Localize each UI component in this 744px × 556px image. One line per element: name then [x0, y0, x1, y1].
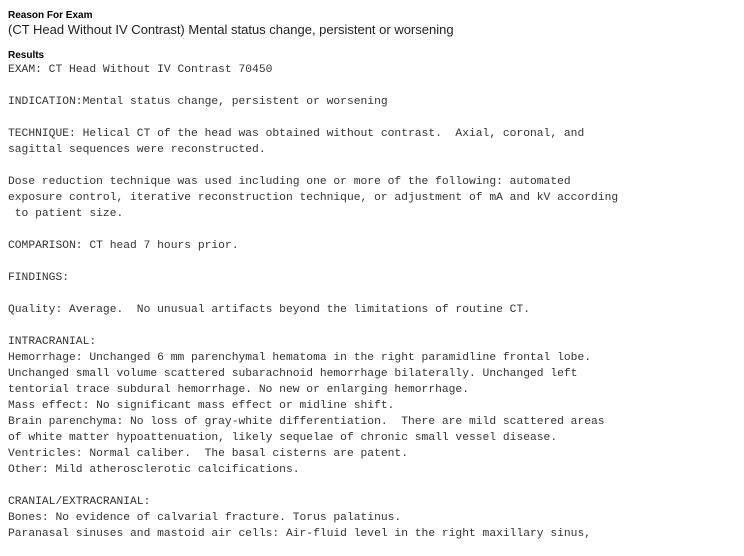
- results-body: [8, 62, 738, 542]
- report-line: exposure control, iterative reconstruction technique, or adjustment of mA and kV according: [8, 192, 619, 204]
- report-blank-line: [8, 110, 738, 126]
- reason-heading: Reason For Exam: [8, 10, 93, 21]
- reason-text: (CT Head Without IV Contrast) Mental status change, persistent or worsening: [8, 22, 454, 37]
- report-blank-line: [8, 78, 738, 94]
- report-line: Brain parenchyma: No loss of gray-white differentiation. There are mild scattered areas: [8, 416, 605, 428]
- report-line: TECHNIQUE: Helical CT of the head was obtained without contrast. Axial, coronal, and: [8, 128, 585, 140]
- report-line: of white matter hypoattenuation, likely sequelae of chronic small vessel disease.: [8, 432, 558, 444]
- report-line: to patient size.: [8, 208, 124, 220]
- report-line: COMPARISON: CT head 7 hours prior.: [8, 240, 239, 252]
- report-line: FINDINGS:: [8, 272, 70, 284]
- report-line: Dose reduction technique was used including one or more of the following: automated: [8, 176, 571, 188]
- report-blank-line: [8, 318, 738, 334]
- report-line: Ventricles: Normal caliber. The basal cisterns are patent.: [8, 448, 408, 460]
- report-line: Quality: Average. No unusual artifacts beyond the limitations of routine CT.: [8, 304, 531, 316]
- results-heading: Results: [8, 50, 45, 61]
- report-line: sagittal sequences were reconstructed.: [8, 144, 266, 156]
- report-line: Unchanged small volume scattered subarachnoid hemorrhage bilaterally. Unchanged left: [8, 368, 578, 380]
- report-line: Paranasal sinuses and mastoid air cells: Air-fluid level in the right maxillary sinus,: [8, 528, 592, 540]
- report-line: Hemorrhage: Unchanged 6 mm parenchymal hematoma in the right paramidline frontal lobe.: [8, 352, 592, 364]
- report-blank-line: [8, 478, 738, 494]
- report-line: Mass effect: No significant mass effect or midline shift.: [8, 400, 395, 412]
- report-line: EXAM: CT Head Without IV Contrast 70450: [8, 64, 273, 76]
- report-line: tentorial trace subdural hemorrhage. No new or enlarging hemorrhage.: [8, 384, 469, 396]
- report-blank-line: [8, 286, 738, 302]
- report-line: INDICATION:Mental status change, persistent or worsening: [8, 96, 388, 108]
- report-blank-line: [8, 222, 738, 238]
- report-line: Bones: No evidence of calvarial fracture. Torus palatinus.: [8, 512, 402, 524]
- report-line: INTRACRANIAL:: [8, 336, 97, 348]
- report-line: CRANIAL/EXTRACRANIAL:: [8, 496, 151, 508]
- report-page: [8, 10, 738, 542]
- report-blank-line: [8, 254, 738, 270]
- report-line: Other: Mild atherosclerotic calcifications.: [8, 464, 300, 476]
- report-blank-line: [8, 158, 738, 174]
